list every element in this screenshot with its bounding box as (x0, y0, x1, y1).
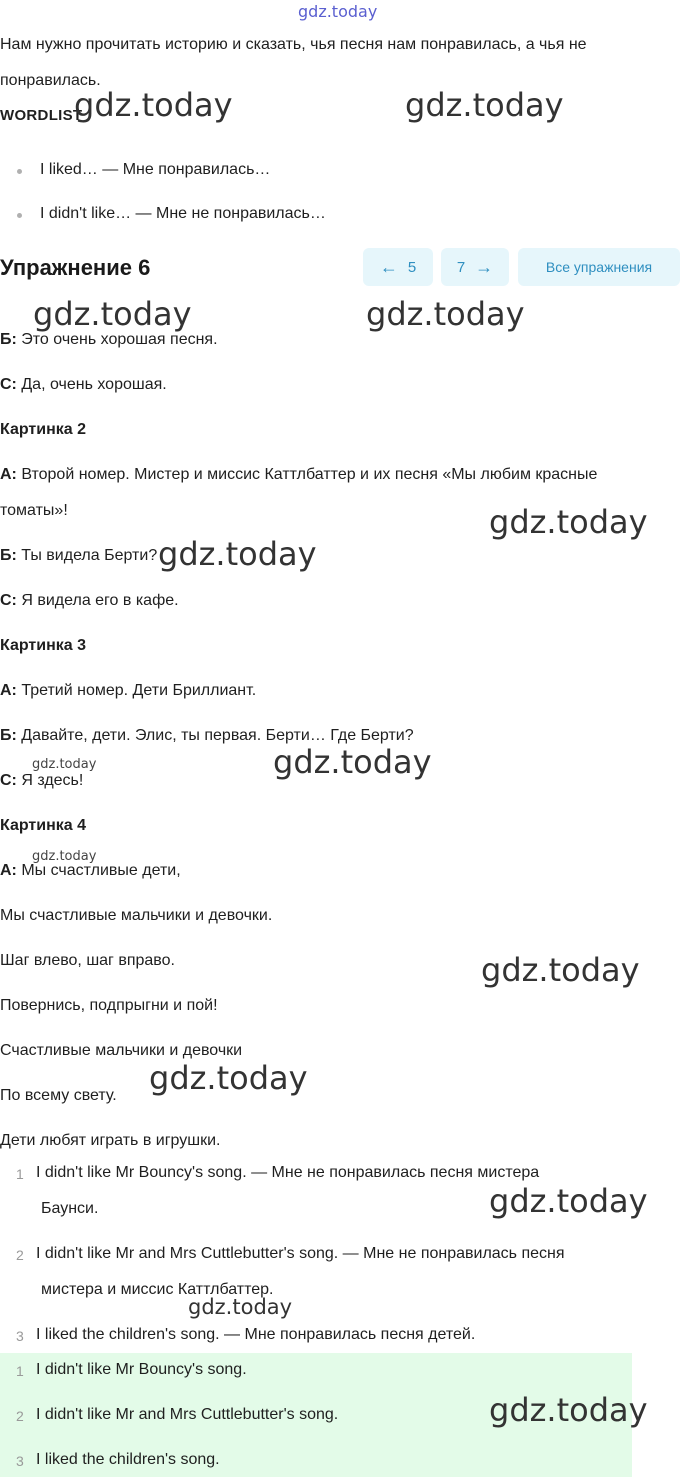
dialogue-line: томаты»! (0, 502, 68, 519)
translation-line: I didn't like Mr Bouncy's song. — Мне не понравилась песня мистера (36, 1164, 540, 1181)
translation-line: I didn't like Mr and Mrs Cuttlebutter's song. — Мне не понравилась песня (36, 1245, 565, 1262)
answer-line: I didn't like Mr Bouncy's song. (36, 1361, 247, 1378)
intro-line-2: понравилась. (0, 72, 101, 89)
dialogue-line: А: Мы счастливые дети, (0, 862, 181, 879)
dialogue-line: По всему свету. (0, 1087, 117, 1104)
dialogue-line: Мы счастливые мальчики и девочки. (0, 907, 273, 924)
dialogue-line: А: Третий номер. Дети Бриллиант. (0, 682, 257, 699)
prev-exercise-label: 5 (407, 258, 417, 276)
dialogue-line: А: Второй номер. Мистер и миссис Каттлбаттер и их песня «Мы любим красные (0, 466, 598, 483)
watermark: gdz.today (273, 743, 432, 781)
intro-line-1: Нам нужно прочитать историю и сказать, чья песня нам понравилась, а чья не (0, 36, 587, 53)
prev-exercise-button[interactable] (363, 248, 433, 286)
arrow-right-icon: → (475, 256, 494, 277)
watermark: gdz.today (481, 951, 640, 989)
watermark: gdz.today (405, 86, 564, 124)
wordlist-item: I liked… — Мне понравилась… (40, 161, 271, 178)
watermark: gdz.today (74, 86, 233, 124)
list-number: 3 (16, 1328, 24, 1344)
translation-line: I liked the children's song. — Мне понравилась песня детей. (36, 1326, 476, 1343)
all-exercises-button[interactable] (518, 248, 680, 286)
wordlist-title: WORDLIST (0, 107, 83, 124)
watermark: gdz.today (489, 1391, 648, 1429)
wordlist-item: I didn't like… — Мне не понравилась… (40, 205, 326, 222)
answer-line: I liked the children's song. (36, 1451, 220, 1468)
list-number: 2 (16, 1408, 24, 1424)
dialogue-line: Счастливые мальчики и девочки (0, 1042, 243, 1059)
translation-line: Баунси. (41, 1200, 99, 1217)
watermark-top: gdz.today (298, 2, 378, 21)
picture-heading: Картинка 3 (0, 637, 87, 654)
dialogue-line: Б: Давайте, дети. Элис, ты первая. Берти… Где Берти? (0, 727, 414, 744)
next-exercise-label: 7 (456, 258, 466, 276)
bullet-icon (17, 213, 22, 218)
dialogue-line: Б: Это очень хорошая песня. (0, 331, 218, 348)
dialogue-line: Шаг влево, шаг вправо. (0, 952, 175, 969)
list-number: 1 (16, 1166, 24, 1182)
picture-heading: Картинка 4 (0, 817, 87, 834)
exercise-title: Упражнение 6 (0, 255, 151, 280)
watermark: gdz.today (149, 1059, 308, 1097)
dialogue-line: С: Я здесь! (0, 772, 84, 789)
answer-line: I didn't like Mr and Mrs Cuttlebutter's song. (36, 1406, 339, 1423)
list-number: 3 (16, 1453, 24, 1469)
all-exercises-label: Все упражнения (545, 259, 653, 275)
watermark: gdz.today (188, 1295, 293, 1319)
watermark: gdz.today (158, 535, 317, 573)
list-number: 2 (16, 1247, 24, 1263)
watermark: gdz.today (33, 295, 192, 333)
dialogue-line: Повернись, подпрыгни и пой! (0, 997, 218, 1014)
bullet-icon (17, 169, 22, 174)
dialogue-line: С: Да, очень хорошая. (0, 376, 167, 393)
arrow-left-icon: ← (379, 256, 398, 277)
list-number: 1 (16, 1363, 24, 1379)
next-exercise-button[interactable] (441, 248, 509, 286)
watermark: gdz.today (489, 1182, 648, 1220)
watermark: gdz.today (489, 503, 648, 541)
watermark: gdz.today (32, 757, 97, 772)
dialogue-line: С: Я видела его в кафе. (0, 592, 179, 609)
dialogue-line: Б: Ты видела Берти? (0, 547, 158, 564)
watermark: gdz.today (366, 295, 525, 333)
watermark: gdz.today (32, 849, 97, 864)
translation-line: мистера и миссис Каттлбаттер. (41, 1281, 274, 1298)
picture-heading: Картинка 2 (0, 421, 87, 438)
dialogue-line: Дети любят играть в игрушки. (0, 1132, 221, 1149)
